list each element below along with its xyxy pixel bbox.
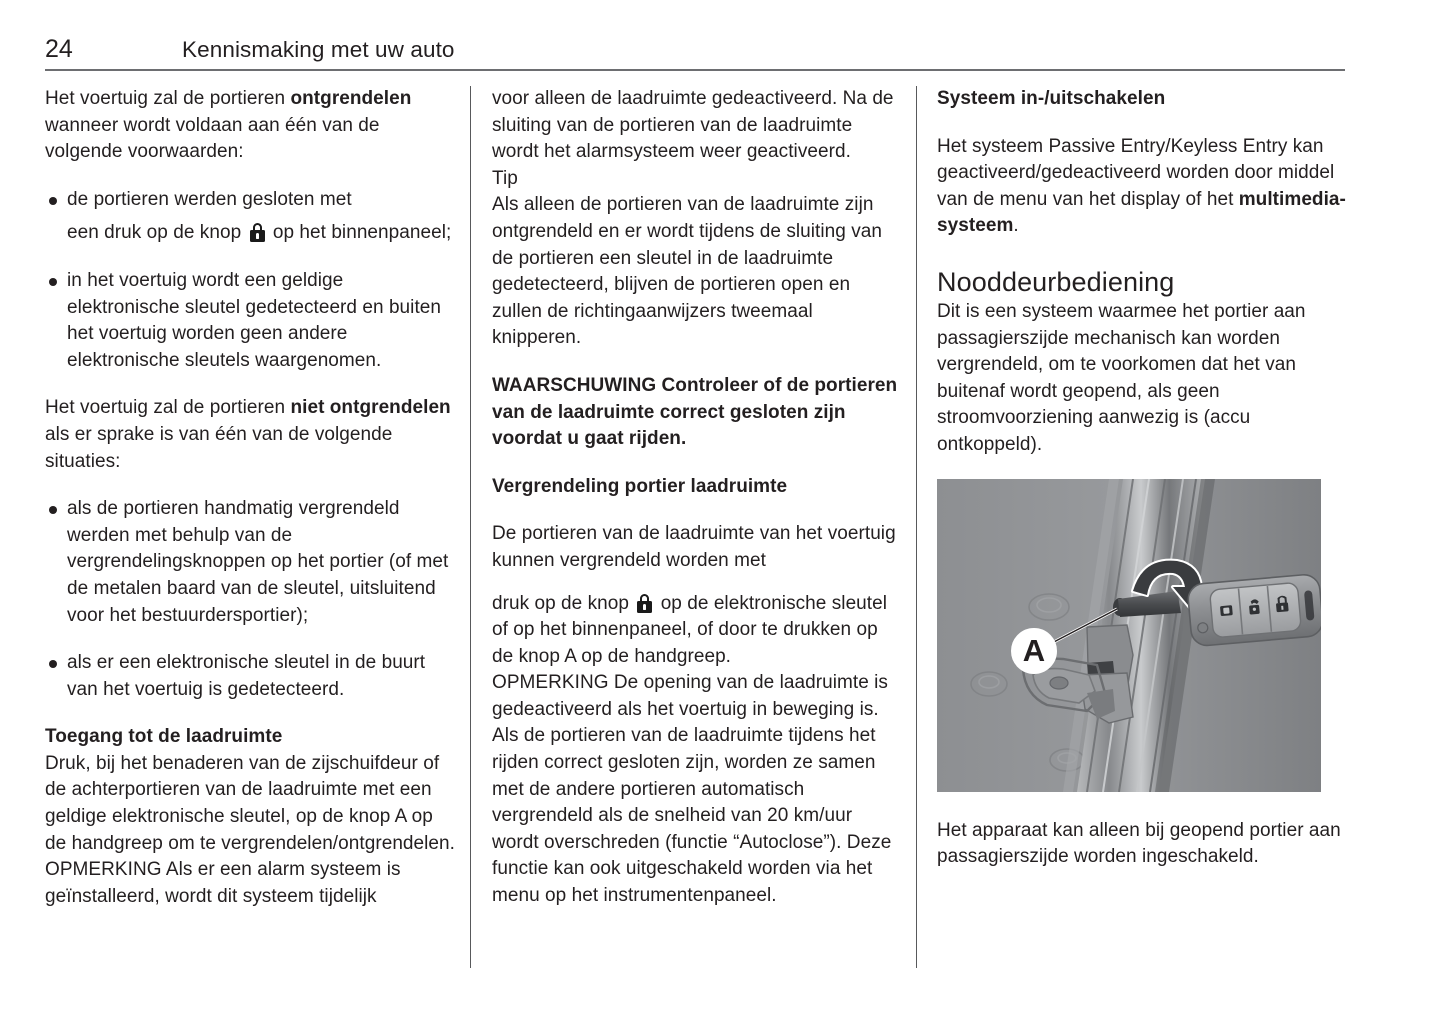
c2-tip-paragraph: Als alleen de portieren van de laadruimte zijn ontgrendeld en er wordt tijdens de sluiting van de portieren een sleutel in de laadruimte gedetecteerd, blijven de portieren open en zullen de richtingaanwijzers tweemaal knipperen. [492, 194, 882, 349]
c3-system-c: . [1013, 215, 1019, 237]
column-divider-1 [470, 86, 471, 968]
column-1 [45, 86, 455, 910]
c2-autoclose-paragraph: Als de portieren van de laadruimte tijdens het rijden correct gesloten zijn, worden ze samen met de andere portieren automatisch vergrendeld als de snelheid van 20 km/uur wordt overschreden (functie “Autoclose”). Deze functie kan ook uitgeschakeld worden via het menu op het instrumentenpaneel. [492, 725, 892, 907]
c1-bullet1-line2-b: op het binnenpaneel; [267, 222, 452, 244]
column-divider-2 [916, 86, 917, 968]
figure-callout-a: A [1022, 632, 1046, 668]
list-item: in het voertuig wordt een geldige elektronische sleutel gedetecteerd en buiten het voertuig worden geen andere elektronische sleutels waargenomen. [45, 268, 455, 374]
c1-unlock-conditions-list [45, 187, 455, 375]
header-divider-rule [45, 69, 1345, 71]
c1-intro-bold: ontgrendelen [290, 88, 412, 109]
c2-lock-paragraph: De portieren van de laadruimte van het voertuig kunnen vergrendeld worden met [492, 523, 896, 571]
c3-system-a: Het systeem Passive Entry/Keyless Entry kan geactiveerd/gedeactiveerd worden door middel van de menu van het display of het [937, 135, 1335, 210]
c2-lock-btn-b: op de elektronische sleutel of op het binnenpaneel, of door te drukken op de knop A op de handgreep. [492, 592, 888, 667]
c1-nounlock-bold: niet ontgrendelen [290, 397, 451, 419]
c3-system-paragraph [937, 134, 1349, 240]
c2-lock-btn-a: druk op de knop [492, 592, 635, 614]
emergency-lock-figure [937, 479, 1321, 792]
c1-cargo-access-paragraph: Druk, bij het benaderen van de zijschuifdeur of de achterportieren van de laadruimte met een geldige elektronische sleutel, op de knop A op de handgreep om te vergrendelen/ontgrendelen. [45, 752, 455, 854]
c2-note-paragraph: OPMERKING De opening van de laadruimte is gedeactiveerd als het voertuig in beweging is. [492, 672, 888, 720]
c1-no-unlock-conditions-list [45, 496, 455, 703]
c1-note-paragraph: OPMERKING Als er een alarm systeem is geïnstalleerd, wordt dit systeem tijdelijk [45, 859, 401, 907]
page-title: Kennismaking met uw auto [182, 37, 455, 62]
c2-lock-button-paragraph [492, 591, 902, 671]
c1-nounlock-c: als er sprake is van één van de volgende situaties: [45, 423, 393, 472]
figure-graphic [937, 479, 1321, 792]
c1-nounlock-a: Het voertuig zal de portieren [45, 397, 291, 419]
c3-system-bold: multimedia-systeem [937, 188, 1346, 237]
list-item: als er een elektronische sleutel in de buurt van het voertuig is gedetecteerd. [45, 650, 455, 703]
c1-bullet1-line2 [67, 220, 455, 247]
column-2 [492, 86, 902, 910]
list-item: als de portieren handmatig vergrendeld werden met behulp van de vergrendelingsknoppen op het portier (of met de metalen baard van de sleutel, uitsluitend voor het bestuurdersportier); [45, 496, 455, 629]
c3-emergency-paragraph: Dit is een systeem waarmee het portier aan passagierszijde mechanisch kan worden vergrendeld, om te voorkomen dat het van buitenaf wordt geopend, als geen stroomvoorziening aanwezig is (accu ontkoppeld). [937, 300, 1306, 455]
c2-warning-paragraph: WAARSCHUWING Controleer of de portieren van de laadruimte correct gesloten zijn voordat u gaat rijden. [492, 374, 898, 450]
c1-bullet1-line1: de portieren werden gesloten met [67, 188, 352, 210]
padlock-icon [250, 223, 265, 242]
c1-intro-part-c: wanneer wordt voldaan aan één van de volgende voorwaarden: [45, 114, 380, 163]
column-3 [937, 86, 1349, 871]
c1-intro-paragraph [45, 86, 455, 166]
c3-figure-caption: Het apparaat kan alleen bij geopend portier aan passagierszijde worden ingeschakeld. [937, 819, 1341, 868]
c2-heading-cargo-door-lock: Vergrendeling portier laadruimte [492, 475, 788, 497]
padlock-icon [637, 594, 652, 613]
c1-intro-part-a: Het voertuig zal de portieren [45, 88, 291, 109]
c3-heading-emergency-door: Nooddeurbediening [937, 266, 1175, 297]
page-header [45, 34, 1345, 74]
list-item [45, 187, 455, 247]
page-number: 24 [45, 35, 73, 63]
c1-bullet1-line2-a: een druk op de knop [67, 222, 247, 244]
c2-continuation-paragraph: voor alleen de laadruimte gedeactiveerd. Na de sluiting van de portieren van de laadruimte wordt het alarmsysteem weer geactiveerd. [492, 88, 894, 163]
c2-tip-label: Tip [492, 167, 518, 189]
c3-heading-system-toggle: Systeem in-/uitschakelen [937, 88, 1166, 109]
c1-no-unlock-paragraph [45, 395, 455, 475]
c1-heading-cargo-access: Toegang tot de laadruimte [45, 726, 283, 748]
